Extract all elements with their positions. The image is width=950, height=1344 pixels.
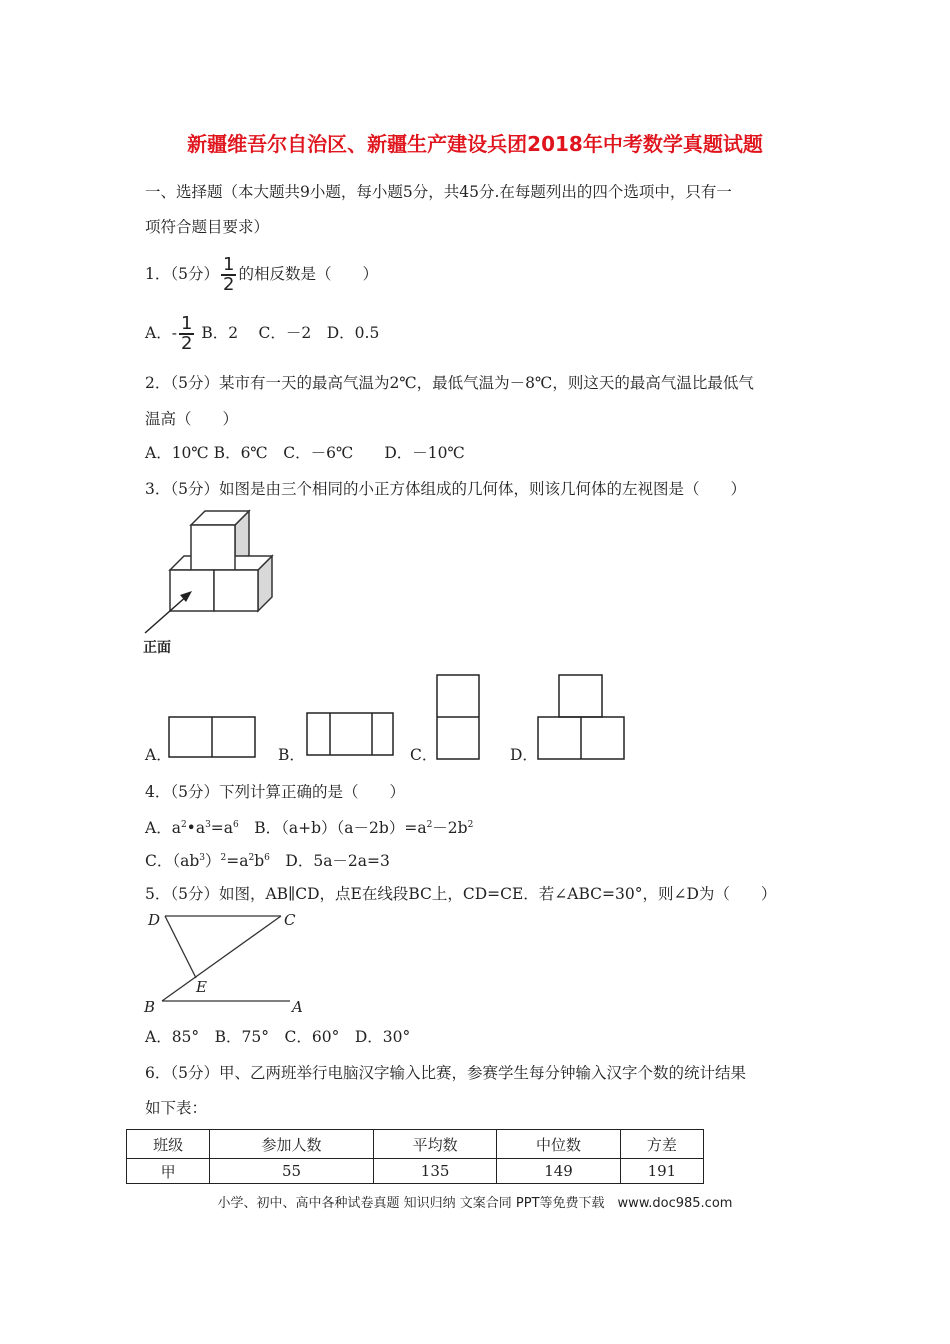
q3-option-c-figure xyxy=(436,674,480,760)
q4-b-mid: －2b xyxy=(432,819,468,837)
q4-options-ab xyxy=(145,814,473,839)
table-header-row xyxy=(127,1130,704,1159)
table-cell: 甲 xyxy=(127,1159,210,1184)
table-header-cell: 平均数 xyxy=(373,1130,496,1159)
q3-option-b-label: B． xyxy=(278,746,305,764)
q1-options-rest: B．2 C．－2 D．0.5 xyxy=(201,324,380,342)
q4-options-cd xyxy=(145,847,390,872)
q2-line2: 温高（ ） xyxy=(145,410,239,428)
table-cell: 135 xyxy=(373,1159,496,1184)
q1-suffix: 的相反数是（ ） xyxy=(238,265,378,283)
q6-line2: 如下表： xyxy=(145,1099,208,1117)
q5-options: A．85° B．75° C．60° D．30° xyxy=(145,1028,411,1046)
q4-a-mid1: •a xyxy=(186,819,206,837)
section-heading-line2: 项符合题目要求） xyxy=(145,218,270,236)
q4-a-text: A．a xyxy=(145,819,181,837)
q4-c-exp1: 3 xyxy=(199,853,206,863)
q1-option-a-numerator: 1 xyxy=(180,313,193,334)
q4-a-mid2: =a xyxy=(210,819,234,837)
q1-frac-denominator: 2 xyxy=(222,274,235,295)
q5-stem: 5．（5分）如图，AB∥CD，点E在线段BC上，CD=CE．若∠ABC=30°，则∠D为（ ） xyxy=(145,885,777,903)
q6-line1: 6．（5分）甲、乙两班举行电脑汉字输入比赛，参赛学生每分钟输入汉字个数的统计结果 xyxy=(145,1064,746,1082)
q4-c-text: C．（ab xyxy=(145,852,200,870)
table-row xyxy=(127,1159,704,1184)
question-1 xyxy=(145,256,378,294)
q1-prefix: 1．（5分） xyxy=(145,265,219,283)
q4-a-exp2: 3 xyxy=(205,820,211,830)
table-header-cell: 中位数 xyxy=(497,1130,620,1159)
q1-frac-numerator: 1 xyxy=(222,254,235,275)
q6-stats-table xyxy=(126,1129,704,1184)
q5-label-e: E xyxy=(196,978,207,996)
q3-stem: 3．（5分）如图是由三个相同的小正方体组成的几何体，则该几何体的左视图是（ ） xyxy=(145,480,746,498)
q4-b-exp1: 2 xyxy=(426,820,433,830)
q4-stem: 4．（5分）下列计算正确的是（ ） xyxy=(145,783,405,801)
q4-c-exp3: 2 xyxy=(248,853,255,863)
q4-a-exp1: 2 xyxy=(180,820,187,830)
q4-c-exp4: 6 xyxy=(264,853,270,863)
q3-option-c-label: C． xyxy=(410,746,438,764)
q4-b-text: B．（a+b）（a－2b）=a xyxy=(238,819,427,837)
q3-option-b-figure xyxy=(306,712,394,756)
q2-options: A．10℃ B．6℃ C．－6℃ D．－10℃ xyxy=(145,444,465,462)
table-header-cell: 方差 xyxy=(620,1130,703,1159)
q3-solid-figure xyxy=(140,505,280,655)
q3-option-a-figure xyxy=(168,716,256,758)
q1-option-a-prefix: A．- xyxy=(145,324,177,342)
table-cell: 55 xyxy=(210,1159,374,1184)
q5-label-d: D xyxy=(148,911,161,929)
page-title: 新疆维吾尔自治区、新疆生产建设兵团2018年中考数学真题试题 xyxy=(187,132,763,156)
q4-a-exp3: 6 xyxy=(233,820,239,830)
q4-b-exp2: 2 xyxy=(467,820,474,830)
q1-option-a-denominator: 2 xyxy=(180,333,193,354)
table-header-cell: 参加人数 xyxy=(210,1130,374,1159)
q4-c-exp2: 2 xyxy=(220,853,227,863)
table-cell: 149 xyxy=(497,1159,620,1184)
q4-c-mid2: =a xyxy=(226,852,249,870)
q2-line1: 2．（5分）某市有一天的最高气温为2℃，最低气温为－8℃，则这天的最高气温比最低气 xyxy=(145,374,754,392)
section-heading-line1: 一、选择题（本大题共9小题，每小题5分，共45分.在每题列出的四个选项中，只有一 xyxy=(145,183,732,201)
q3-option-d-label: D． xyxy=(510,746,538,764)
q4-d-text: D．5a－2a=3 xyxy=(269,852,390,870)
q4-c-mid3: b xyxy=(254,852,265,870)
q5-label-c: C xyxy=(284,911,296,929)
q1-fraction xyxy=(221,256,236,294)
q3-option-a-label: A． xyxy=(145,746,172,764)
q3-front-label: 正面 xyxy=(143,640,171,656)
table-cell: 191 xyxy=(620,1159,703,1184)
q4-c-mid1: ） xyxy=(205,852,221,870)
q5-label-a: A xyxy=(292,998,303,1016)
table-header-cell: 班级 xyxy=(127,1130,210,1159)
q3-option-d-figure xyxy=(537,674,625,760)
q1-options xyxy=(145,315,379,353)
q5-geometry-figure xyxy=(140,905,320,1020)
footer-text: 小学、初中、高中各种试卷真题 知识归纳 文案合同 PPT等免费下载 www.doc985.com xyxy=(217,1196,733,1211)
q5-label-b: B xyxy=(144,998,156,1016)
q1-option-a-fraction xyxy=(179,315,194,353)
